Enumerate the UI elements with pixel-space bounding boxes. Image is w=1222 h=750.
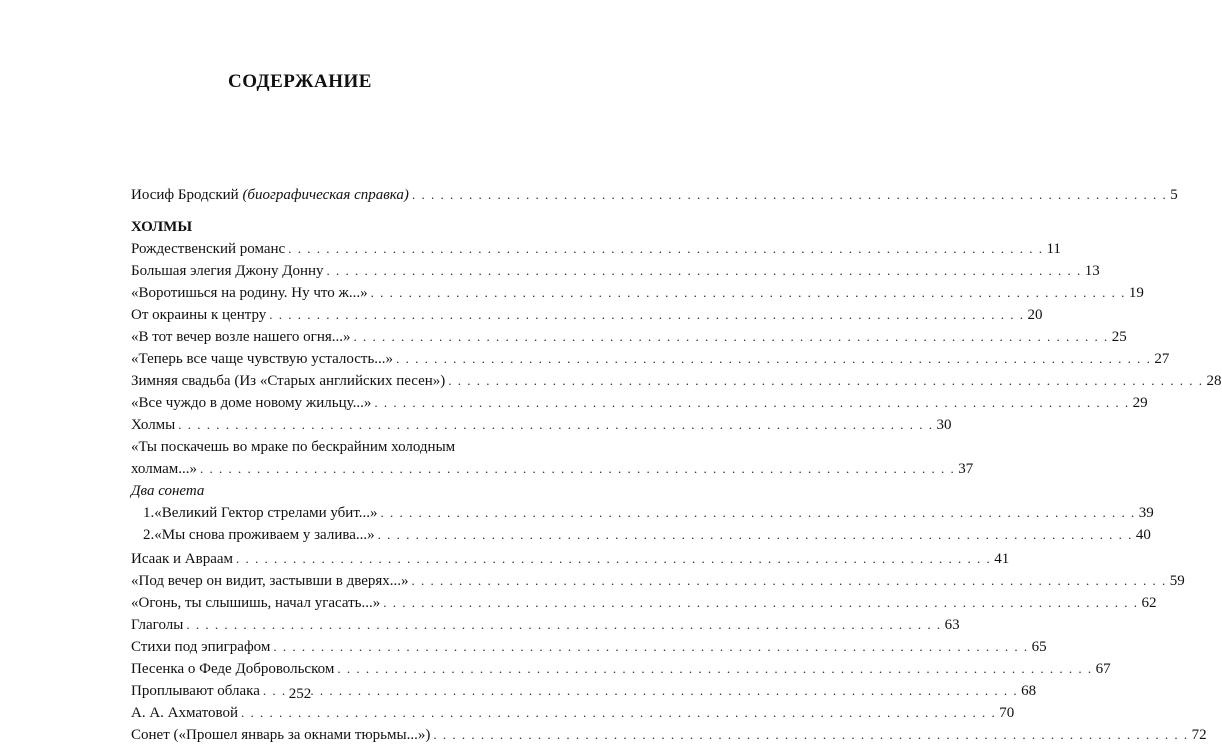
toc-entry-page: 68: [1021, 683, 1037, 699]
toc-entry-title: «В тот вечер возле нашего огня...»: [131, 329, 351, 345]
toc-entry-page: 37: [958, 461, 974, 477]
toc-entry-title: Иосиф Бродский (биографическая справка): [131, 187, 409, 203]
leader-dots: [351, 326, 1112, 348]
toc-entry-title: А. А. Ахматовой: [131, 705, 239, 721]
toc-entry-title: Песенка о Феде Добровольском: [131, 661, 335, 677]
section-title: ХОЛМЫ: [131, 219, 193, 235]
toc-entry-page: 29: [1132, 395, 1148, 411]
leader-dots: [233, 548, 994, 570]
toc-entry[interactable]: [131, 548, 1010, 570]
toc-entry[interactable]: [131, 524, 1151, 546]
toc-entry-page: 11: [1046, 241, 1061, 257]
toc-entry[interactable]: [131, 304, 1043, 326]
toc-entry-page: 27: [1154, 351, 1170, 367]
toc-entry-title: «Огонь, ты слышишь, начал угасать...»: [131, 595, 381, 611]
toc-entry-page: 19: [1128, 285, 1144, 301]
toc-entry-title: Исаак и Авраам: [131, 551, 234, 567]
toc-entry-title: «Теперь все чаще чувствую усталость...»: [131, 351, 394, 367]
toc-entry-title: Зимняя свадьба (Из «Старых английских песен»): [131, 373, 446, 389]
toc-entry[interactable]: [131, 702, 1015, 724]
toc-entry[interactable]: [131, 658, 1111, 680]
toc-entry-title: Проплывают облака: [131, 683, 260, 699]
toc-entry-page: 63: [944, 617, 960, 633]
toc-entry-page: 20: [1027, 307, 1043, 323]
leader-dots: [270, 636, 1031, 658]
toc-entry-title-line2: холмам...»: [131, 461, 198, 477]
toc-entry-page: 72: [1191, 727, 1207, 743]
toc-entry-page: 59: [1169, 573, 1185, 589]
leader-dots: [175, 414, 936, 436]
toc-entry-page: 5: [1170, 187, 1178, 203]
toc-entry-page: 39: [1138, 505, 1154, 521]
leader-dots: [409, 184, 1170, 206]
toc-entry[interactable]: [131, 260, 1100, 282]
toc-entry-page: 28: [1206, 373, 1222, 389]
toc-entry[interactable]: [131, 282, 1144, 304]
toc-entry-title: Холмы: [131, 417, 176, 433]
toc-entry-page: 70: [999, 705, 1015, 721]
toc-list-a: [131, 238, 1222, 436]
leader-dots: [378, 502, 1139, 524]
toc-entry-page: 62: [1141, 595, 1157, 611]
toc-entry-page: 13: [1084, 263, 1100, 279]
toc-entry[interactable]: [131, 370, 1222, 392]
toc-entry[interactable]: [131, 636, 1047, 658]
toc-entry[interactable]: [131, 238, 1061, 260]
leader-dots: [368, 282, 1129, 304]
toc-entry-title-line1: «Ты поскачешь во мраке по бескрайним холодным: [131, 439, 456, 455]
toc-entry-title: «Все чуждо в доме новому жильцу...»: [131, 395, 372, 411]
toc-entry[interactable]: [131, 326, 1127, 348]
leader-dots: [183, 614, 944, 636]
leader-dots: [238, 702, 999, 724]
toc-entry-page: 41: [994, 551, 1010, 567]
toc-entry[interactable]: [131, 614, 960, 636]
leader-dots: [393, 348, 1154, 370]
leader-dots: [197, 458, 958, 480]
leader-dots: [409, 570, 1170, 592]
toc-entry-number: 2.: [143, 527, 155, 543]
page-number: 252: [288, 686, 312, 702]
toc-entry-page: 30: [936, 417, 952, 433]
leader-dots: [285, 238, 1046, 260]
toc-entry[interactable]: [131, 592, 1157, 614]
toc-list-b: [131, 548, 1207, 746]
toc-entry[interactable]: [131, 392, 1148, 414]
toc-entry-title: Стихи под эпиграфом: [131, 639, 271, 655]
toc-entry-multiline[interactable]: [131, 436, 974, 480]
toc-list-sonnets: [131, 502, 1154, 546]
toc-entry[interactable]: [131, 502, 1154, 524]
toc-entry-title: «Под вечер он видит, застывши в дверях...»: [131, 573, 409, 589]
subsection-title: Два сонета: [131, 483, 205, 499]
page-heading: СОДЕРЖАНИЕ: [228, 71, 372, 92]
toc-entry-title: Сонет («Прошел январь за окнами тюрьмы...»): [131, 727, 431, 743]
leader-dots: [266, 304, 1027, 326]
toc-entry-title: «Мы снова проживаем у залива...»: [154, 527, 375, 543]
leader-dots: [375, 524, 1136, 546]
toc-entry-title: «Воротишься на родину. Ну что ж...»: [131, 285, 368, 301]
toc-entry-title: Большая элегия Джону Донну: [131, 263, 324, 279]
toc-entry-intro[interactable]: [131, 184, 1178, 206]
toc-entry[interactable]: [131, 348, 1170, 370]
toc-entry-title: «Великий Гектор стрелами убит...»: [154, 505, 378, 521]
leader-dots: [371, 392, 1132, 414]
toc-entry-page: 25: [1111, 329, 1127, 345]
table-of-contents: [131, 184, 1222, 746]
leader-dots: [324, 260, 1085, 282]
toc-entry-title: От окраины к центру: [131, 307, 267, 323]
leader-dots: [334, 658, 1095, 680]
toc-entry-page: 67: [1095, 661, 1111, 677]
toc-entry-page: 40: [1135, 527, 1151, 543]
leader-dots: [380, 592, 1141, 614]
leader-dots: [445, 370, 1206, 392]
toc-entry-number: 1.: [143, 505, 155, 521]
toc-entry[interactable]: [131, 414, 952, 436]
toc-entry-title: Глаголы: [131, 617, 184, 633]
leader-dots: [430, 724, 1191, 746]
toc-entry-page: 65: [1031, 639, 1047, 655]
toc-entry[interactable]: [131, 724, 1207, 746]
toc-entry[interactable]: [131, 570, 1185, 592]
toc-entry-title: Рождественский романс: [131, 241, 286, 257]
